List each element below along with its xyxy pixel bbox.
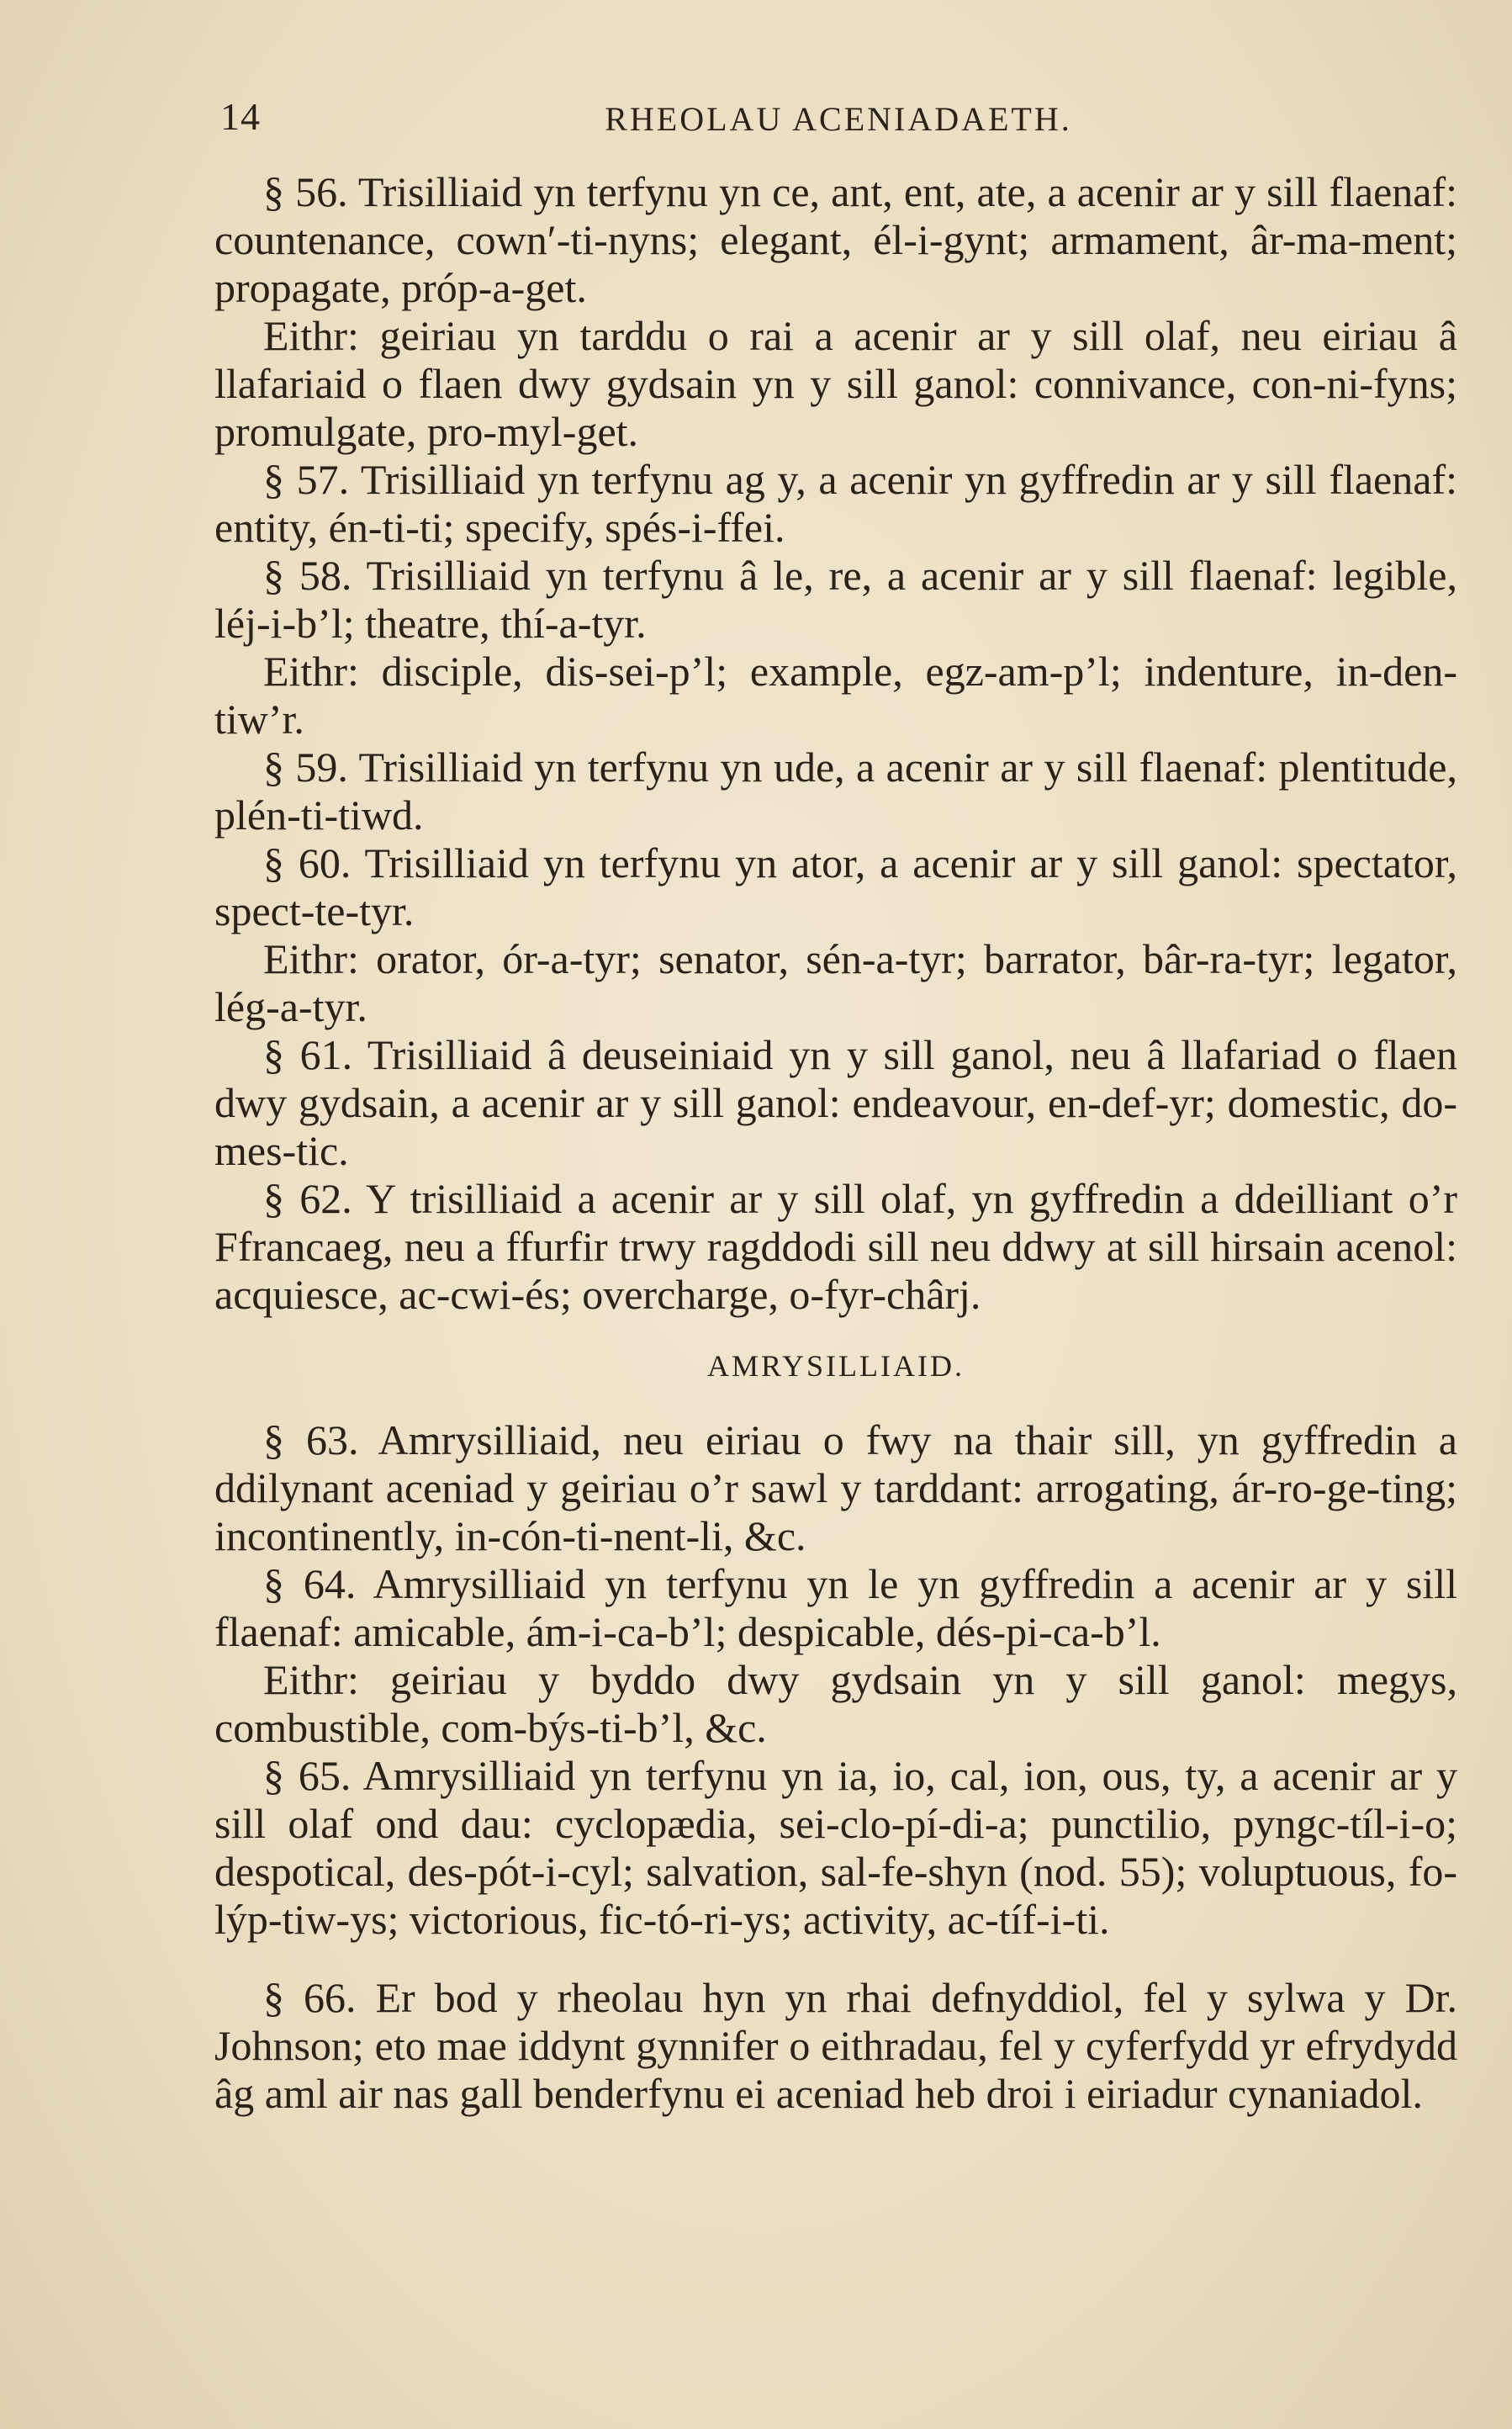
page-body — [214, 168, 1457, 2118]
paragraph-66: § 66. Er bod y rheolau hyn yn rhai defnyddiol, fel y sylwa y Dr. Johnson; eto mae iddynt gynnifer o eithradau, fel y cyferfydd yr efrydydd âg aml air nas gall benderfynu ei aceniad heb droi i eiriadur cynaniadol. — [214, 1974, 1457, 2117]
paragraph-gap — [214, 1944, 1457, 1974]
paragraph-61: § 61. Trisilliaid â deuseiniaid yn y sill ganol, neu â llafariad o flaen dwy gydsain, a acenir ar y sill ganol: endeavour, en-def-yr; domestic, do-mes-tic. — [214, 1031, 1457, 1174]
paragraph-59: § 59. Trisilliaid yn terfynu yn ude, a acenir ar y sill flaenaf: plentitude, plén-ti-tiwd. — [214, 744, 1457, 839]
paragraph-64-exception: Eithr: geiriau y byddo dwy gydsain yn y sill ganol: megys, combustible, com-býs-ti-b’l, &c. — [214, 1656, 1457, 1751]
paragraph-62: § 62. Y trisilliaid a acenir ar y sill olaf, yn gyffredin a ddeilliant o’r Ffrancaeg, neu a ffurfir trwy ragddodi sill neu ddwy at sill hirsain acenol: acquiesce, ac-cwi-és; overcharge, o-fyr-chârj. — [214, 1175, 1457, 1318]
paragraph-58-exception: Eithr: disciple, dis-sei-p’l; example, egz-am-p’l; indenture, in-den-tiw’r. — [214, 648, 1457, 743]
paragraph-57: § 57. Trisilliaid yn terfynu ag y, a acenir yn gyffredin ar y sill flaenaf: entity, én-ti-ti; specify, spés-i-ffei. — [214, 456, 1457, 551]
page-header — [220, 94, 1456, 141]
section-heading: AMRYSILLIAID. — [707, 1349, 965, 1383]
paragraph-63: § 63. Amrysilliaid, neu eiriau o fwy na thair sill, yn gyffredin a ddilynant aceniad y geiriau o’r sawl y tarddant: arrogating, ár-ro-ge-ting; incontinently, in-cón-ti-nent-li, &c. — [214, 1416, 1457, 1559]
paragraph-64: § 64. Amrysilliaid yn terfynu yn le yn gyffredin a acenir ar y sill flaenaf: amicable, ám-i-ca-b’l; despicable, dés-pi-ca-b’l. — [214, 1560, 1457, 1655]
paragraph-60: § 60. Trisilliaid yn terfynu yn ator, a acenir ar y sill ganol: spectator, spect-te-tyr. — [214, 839, 1457, 934]
page-number: 14 — [220, 95, 261, 138]
paragraph-58: § 58. Trisilliaid yn terfynu â le, re, a acenir ar y sill flaenaf: legible, léj-i-b’l; theatre, thí-a-tyr. — [214, 552, 1457, 647]
paragraph-56: § 56. Trisilliaid yn terfynu yn ce, ant, ent, ate, a acenir ar y sill flaenaf: countenance, cown′-ti-nyns; elegant, él-i-gynt; armament, âr-ma-ment; propagate, próp-a-get. — [214, 168, 1457, 311]
paragraph-65: § 65. Amrysilliaid yn terfynu yn ia, io, cal, ion, ous, ty, a acenir ar y sill olaf ond dau: cyclopædia, sei-clo-pí-di-a; punctilio, pyngc-tíl-i-o; despotical, des-pót-i-cyl; salvation, sal-fe-shyn (nod. 55); voluptuous, fo-lýp-tiw-ys; victorious, fic-tó-ri-ys; activity, ac-tíf-i-ti. — [214, 1752, 1457, 1943]
paragraph-60-exception: Eithr: orator, ór-a-tyr; senator, sén-a-tyr; barrator, bâr-ra-tyr; legator, lég-a-tyr. — [214, 935, 1457, 1030]
running-title: RHEOLAU ACENIADAETH. — [605, 100, 1072, 138]
paragraph-56-exception: Eithr: geiriau yn tarddu o rai a acenir ar y sill olaf, neu eiriau â llafariaid o flaen dwy gydsain yn y sill ganol: connivance, con-ni-fyns; promulgate, pro-myl-get. — [214, 312, 1457, 455]
